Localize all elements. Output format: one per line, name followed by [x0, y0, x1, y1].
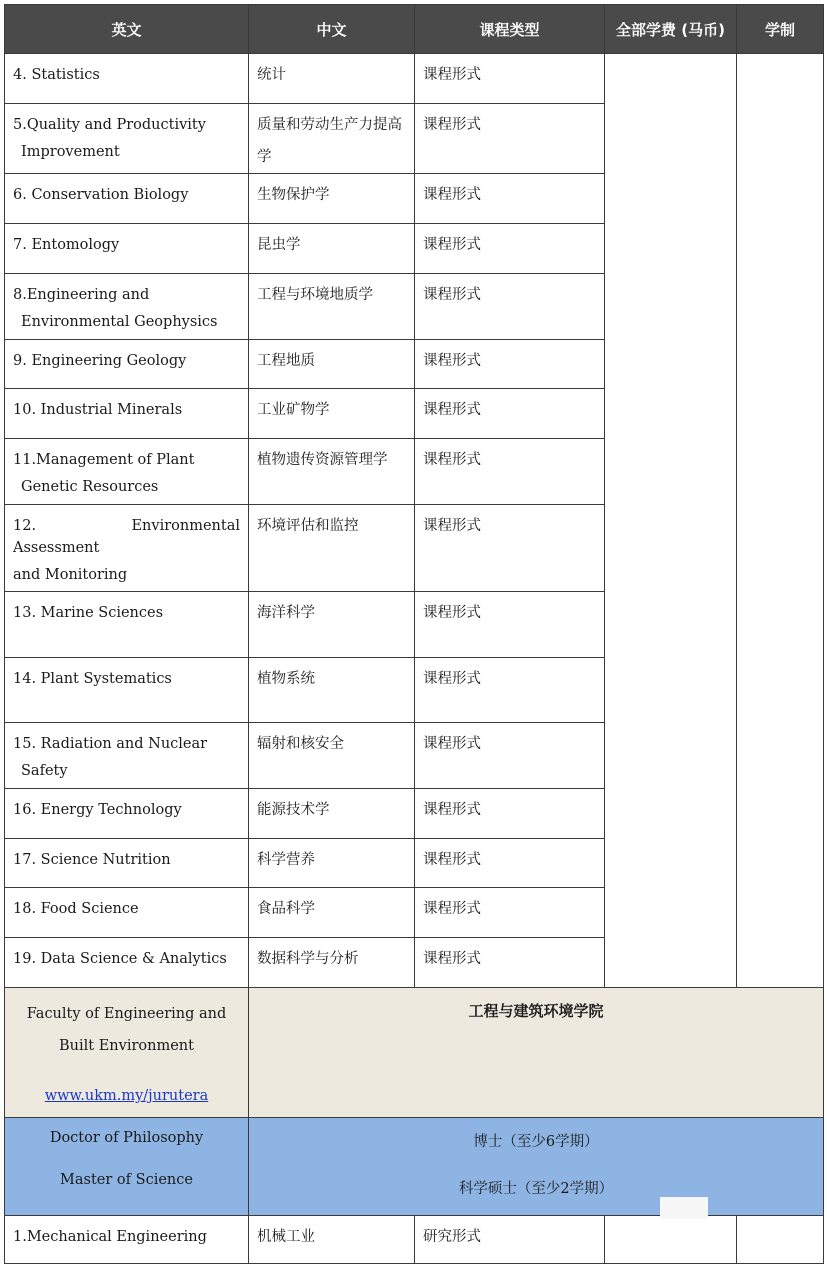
phd-cn: 博士（至少6学期） [473, 1134, 599, 1150]
course-en: 4. Statistics [5, 54, 249, 104]
course-cn: 海洋科学 [249, 592, 415, 658]
duration-cell [737, 1216, 824, 1264]
course-type: 课程形式 [415, 340, 605, 389]
course-type: 课程形式 [415, 174, 605, 224]
course-en: 12. Environmental Assessment and Monitoring [5, 505, 249, 592]
course-cn: 植物遗传资源管理学 [249, 439, 415, 505]
course-en: 10. Industrial Minerals [5, 389, 249, 439]
course-type: 课程形式 [415, 104, 605, 174]
phd-en: Doctor of Philosophy [49, 1130, 204, 1146]
degree-en [5, 1118, 249, 1216]
course-en: 8.Engineering and Environmental Geophysics [5, 274, 249, 340]
tuition-cell [605, 54, 737, 988]
course-cn: 质量和劳动生产力提高学 [249, 104, 415, 174]
table-header-row [5, 5, 824, 54]
header-english: 英文 [5, 5, 249, 54]
faculty-row [5, 988, 824, 1118]
header-duration: 学制 [737, 5, 824, 54]
course-type: 研究形式 [415, 1216, 605, 1264]
faculty-name-cn: 工程与建筑环境学院 [249, 988, 824, 1118]
course-type: 课程形式 [415, 723, 605, 789]
course-cn: 生物保护学 [249, 174, 415, 224]
course-en: 16. Energy Technology [5, 789, 249, 839]
header-chinese: 中文 [249, 5, 415, 54]
course-type: 课程形式 [415, 505, 605, 592]
faint-shade [660, 1197, 708, 1219]
course-type: 课程形式 [415, 274, 605, 340]
course-type: 课程形式 [415, 54, 605, 104]
course-en: 13. Marine Sciences [5, 592, 249, 658]
course-en: 18. Food Science [5, 888, 249, 938]
course-cn: 食品科学 [249, 888, 415, 938]
tuition-cell [605, 1216, 737, 1264]
duration-cell [737, 54, 824, 988]
header-course-type: 课程类型 [415, 5, 605, 54]
course-cn: 数据科学与分析 [249, 938, 415, 988]
course-type: 课程形式 [415, 658, 605, 723]
faculty-title: Faculty of Engineering and Built Environment [26, 1006, 227, 1054]
course-en: 15. Radiation and Nuclear Safety [5, 723, 249, 789]
program-table [4, 4, 824, 1264]
course-cn: 能源技术学 [249, 789, 415, 839]
course-cn: 工程与环境地质学 [249, 274, 415, 340]
course-cn: 昆虫学 [249, 224, 415, 274]
course-cn: 工业矿物学 [249, 389, 415, 439]
course-en: 7. Entomology [5, 224, 249, 274]
course-en: 9. Engineering Geology [5, 340, 249, 389]
course-type: 课程形式 [415, 439, 605, 505]
course-cn: 辐射和核安全 [249, 723, 415, 789]
course-type: 课程形式 [415, 389, 605, 439]
faculty-name-en [5, 988, 249, 1118]
header-tuition: 全部学费 (马币) [605, 5, 737, 54]
course-cn: 环境评估和监控 [249, 505, 415, 592]
course-en: 6. Conservation Biology [5, 174, 249, 224]
course-en: 19. Data Science & Analytics [5, 938, 249, 988]
msc-cn: 科学硕士（至少2学期） [458, 1181, 614, 1197]
table-row [5, 54, 824, 104]
course-cn: 工程地质 [249, 340, 415, 389]
course-cn: 科学营养 [249, 839, 415, 888]
msc-en: Master of Science [60, 1172, 193, 1188]
course-en: 1.Mechanical Engineering [5, 1216, 249, 1264]
course-cn: 植物系统 [249, 658, 415, 723]
course-type: 课程形式 [415, 592, 605, 658]
course-cn: 统计 [249, 54, 415, 104]
degree-cn [249, 1118, 824, 1216]
course-en: 11.Management of Plant Genetic Resources [5, 439, 249, 505]
faculty-link[interactable]: www.ukm.my/jurutera [44, 1088, 209, 1104]
course-type: 课程形式 [415, 938, 605, 988]
course-type: 课程形式 [415, 224, 605, 274]
course-cn: 机械工业 [249, 1216, 415, 1264]
course-en: 5.Quality and Productivity Improvement [5, 104, 249, 174]
course-type: 课程形式 [415, 888, 605, 938]
table-row [5, 1216, 824, 1264]
course-type: 课程形式 [415, 789, 605, 839]
course-en: 17. Science Nutrition [5, 839, 249, 888]
course-en: 14. Plant Systematics [5, 658, 249, 723]
course-type: 课程形式 [415, 839, 605, 888]
